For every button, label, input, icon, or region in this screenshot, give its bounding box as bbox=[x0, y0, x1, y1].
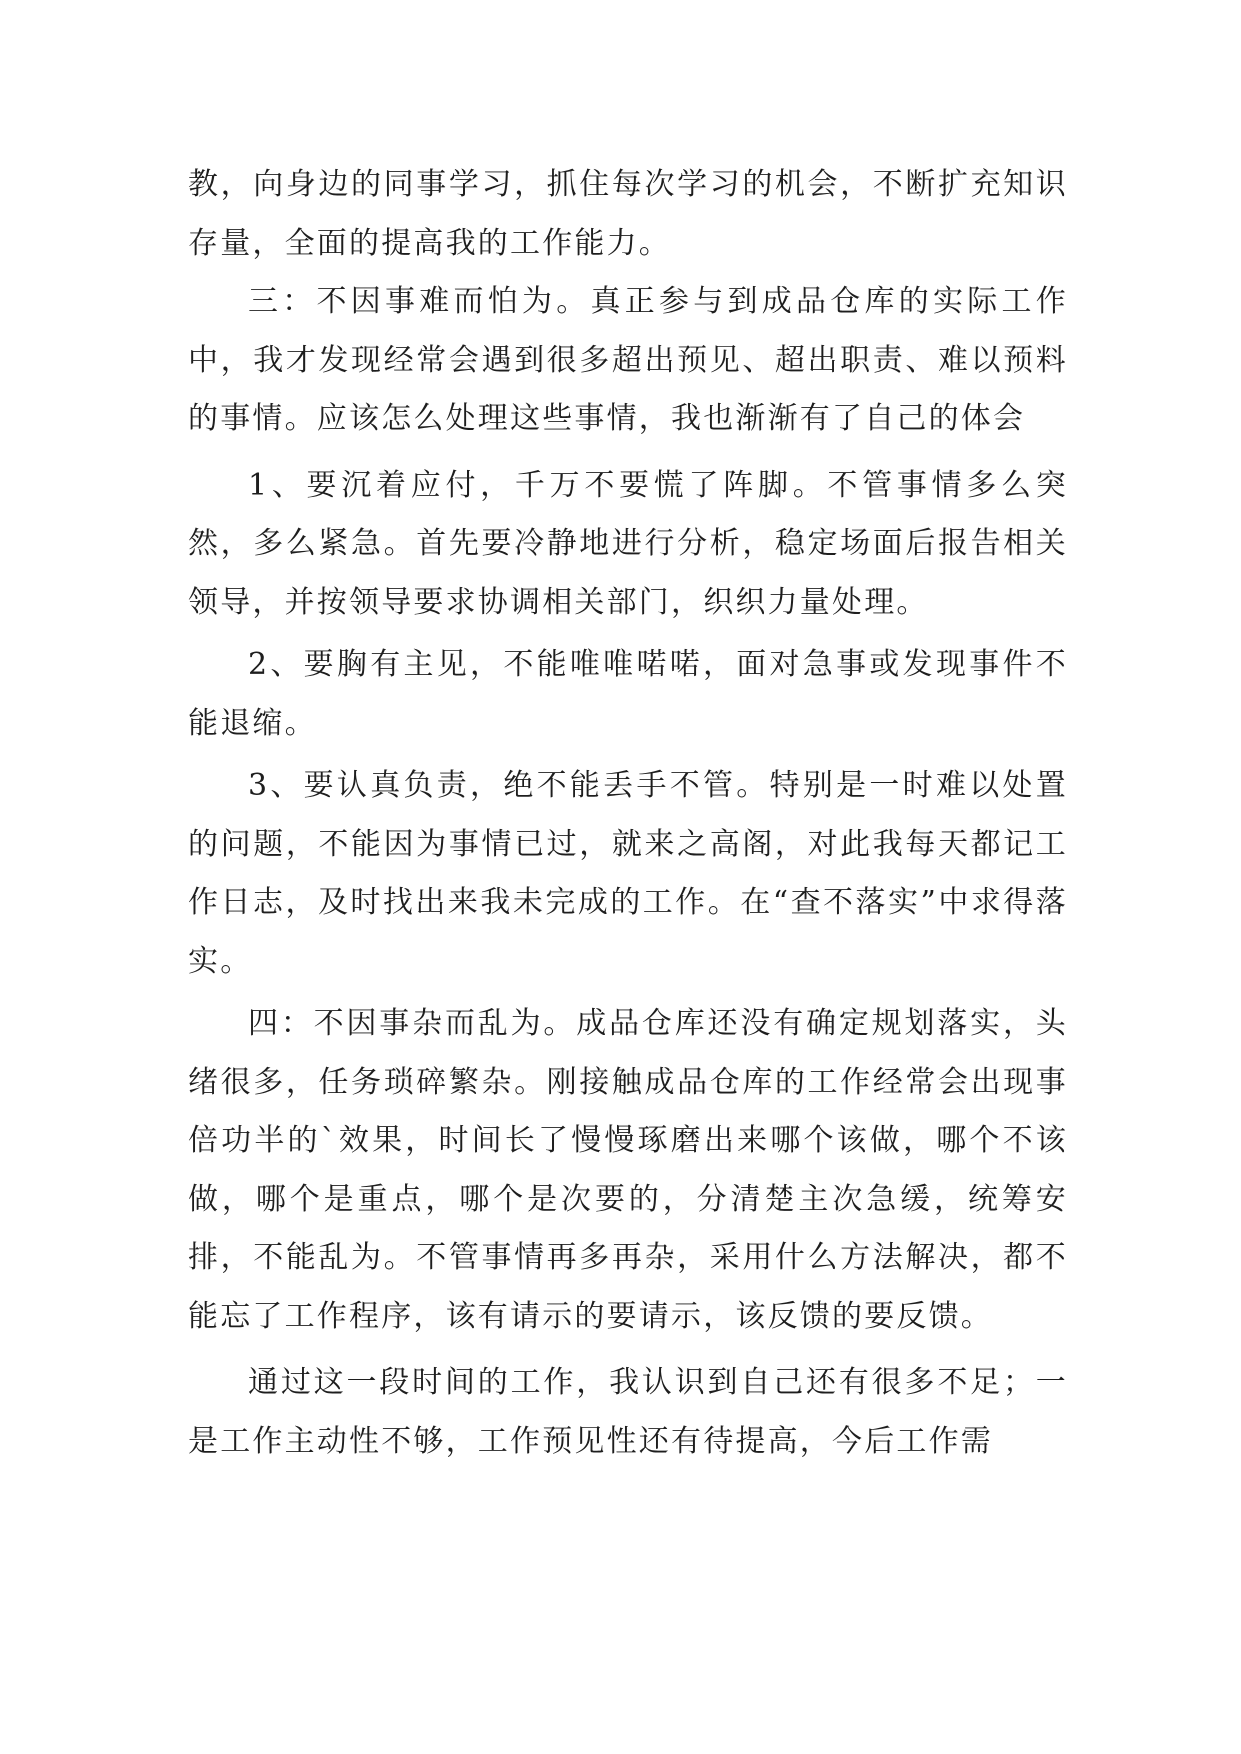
paragraph-point-3: 3、要认真负责，绝不能丢手不管。特别是一时难以处置的问题，不能因为事情已过，就来之高阁，对此我每天都记工作日志，及时找出来我未完成的工作。在“查不落实”中求得落实。 bbox=[188, 768, 1068, 979]
paragraph-point-2: 2、要胸有主见，不能唯唯喏喏，面对急事或发现事件不能退缩。 bbox=[188, 647, 1068, 741]
paragraph-section-three: 三：不因事难而怕为。真正参与到成品仓库的实际工作中，我才发现经常会遇到很多超出预见、超出职责、难以预料的事情。应该怎么处理这些事情，我也渐渐有了自己的体会 bbox=[188, 284, 1068, 436]
paragraph-summary: 通过这一段时间的工作，我认识到自己还有很多不足；一是工作主动性不够，工作预见性还有待提高，今后工作需 bbox=[188, 1365, 1068, 1459]
document-body bbox=[188, 156, 1068, 1471]
paragraph-section-four: 四：不因事杂而乱为。成品仓库还没有确定规划落实，头绪很多，任务琐碎繁杂。刚接触成品仓库的工作经常会出现事倍功半的`效果，时间长了慢慢琢磨出来哪个该做，哪个不该做，哪个是重点，哪个是次要的，分清楚主次急缓，统筹安排，不能乱为。不管事情再多再杂，采用什么方法解决，都不能忘了工作程序，该有请示的要请示，该反馈的要反馈。 bbox=[188, 1006, 1068, 1334]
paragraph-continuation: 教，向身边的同事学习，抓住每次学习的机会，不断扩充知识存量，全面的提高我的工作能力。 bbox=[188, 167, 1068, 261]
paragraph-point-1: 1、要沉着应付，千万不要慌了阵脚。不管事情多么突然，多么紧急。首先要冷静地进行分析，稳定场面后报告相关领导，并按领导要求协调相关部门，织织力量处理。 bbox=[188, 467, 1068, 620]
